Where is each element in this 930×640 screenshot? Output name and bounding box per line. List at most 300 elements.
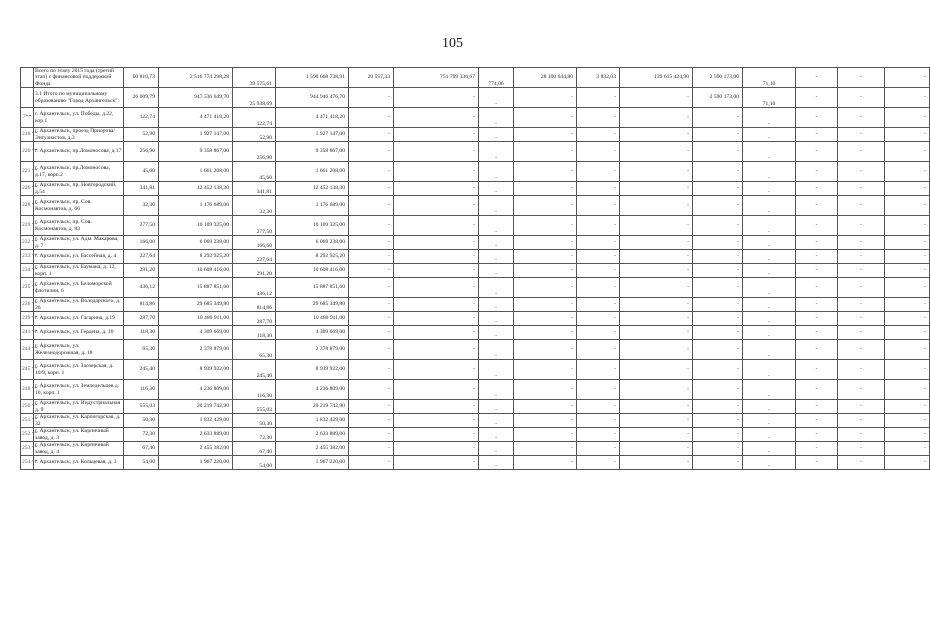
purchase-cost-cell: - [394, 326, 479, 340]
resettlement-area-cell: 39 575,61 [233, 68, 276, 88]
construction-cost-cell: 28 100 644,80 [514, 68, 577, 88]
compensation-area-cell: - [743, 298, 796, 312]
extra-cell-3: - [885, 340, 930, 360]
row-number: 226 ** [21, 182, 34, 196]
construction-cost-cell: - [514, 264, 577, 278]
developer-cost-cell: - [620, 380, 693, 400]
address-cell: г. Архангельск, ул. Баумана, д. 12, корп. 1 [34, 264, 124, 278]
construction-cost-cell: - [514, 442, 577, 456]
table-row [21, 400, 930, 414]
row-number: 232 ** [21, 236, 34, 250]
table-row [21, 196, 930, 216]
compensation-cost-cell: - [693, 128, 743, 142]
total-area-cell: 67,40 [124, 442, 159, 456]
purchase-area-cell: - [349, 128, 394, 142]
purchase-cost-cell: - [394, 400, 479, 414]
extra-cell-1: - [796, 216, 838, 236]
extra-cell-2: - [838, 264, 885, 278]
purchase-cost-cell: - [394, 162, 479, 182]
purchase-cost-cell: - [394, 414, 479, 428]
row-number: 254 ** [21, 456, 34, 470]
developer-cost-cell: - [620, 108, 693, 128]
total-area-cell: 555,03 [124, 400, 159, 414]
address-cell: г. Архангельск, ул. Гагарина, д.19 [34, 312, 124, 326]
resettlement-cost-cell: 8 292 925,20 [276, 250, 349, 264]
address-cell: г. Архангельск, ул. Володарского, д. 26 [34, 298, 124, 312]
resettlement-cost-cell: 944 946 476,70 [276, 88, 349, 108]
compensation-cost-cell: - [693, 250, 743, 264]
total-area-cell: 341,81 [124, 182, 159, 196]
purchase-cost-cell: - [394, 360, 479, 380]
total-cost-cell: 15 887 851,60 [159, 278, 233, 298]
extra-cell-3: - [885, 442, 930, 456]
total-area-cell: 166,00 [124, 236, 159, 250]
developer-cost-cell: - [620, 142, 693, 162]
purchase-cost-cell: - [394, 380, 479, 400]
row-number: 220 ** [21, 142, 34, 162]
purchase-cost-cell: - [394, 456, 479, 470]
extra-cell-1: - [796, 236, 838, 250]
resettlement-area-cell: 227,64 [233, 250, 276, 264]
construction-cost-cell: - [514, 312, 577, 326]
resettlement-area-cell: 32,30 [233, 196, 276, 216]
extra-cell-3: - [885, 312, 930, 326]
developer-cost-cell: - [620, 128, 693, 142]
resettlement-area-cell: 277,50 [233, 216, 276, 236]
total-area-cell: 26 009,79 [124, 88, 159, 108]
resettlement-area-cell: 45,60 [233, 162, 276, 182]
developer-cost-cell: - [620, 414, 693, 428]
total-cost-cell: 8 292 925,20 [159, 250, 233, 264]
purchase-area-cell: - [349, 380, 394, 400]
construction-cost-cell: - [514, 400, 577, 414]
construction-cost-cell: - [514, 380, 577, 400]
table-row [21, 250, 930, 264]
resettlement-area-cell: 814,86 [233, 298, 276, 312]
developer-area-cell: - [577, 414, 620, 428]
purchase-area-cell: - [349, 216, 394, 236]
construction-cost-cell: - [514, 414, 577, 428]
extra-cell-2: - [838, 108, 885, 128]
extra-cell-1: - [796, 340, 838, 360]
extra-cell-2: - [838, 68, 885, 88]
purchase-area-cell: - [349, 428, 394, 442]
compensation-cost-cell: - [693, 278, 743, 298]
resettlement-cost-cell: 1 661 208,00 [276, 162, 349, 182]
total-cost-cell: 20 219 742,90 [159, 400, 233, 414]
purchase-area-cell: - [349, 264, 394, 278]
extra-cell-3: - [885, 142, 930, 162]
purchase-cost-cell: - [394, 278, 479, 298]
construction-cost-cell: - [514, 278, 577, 298]
row-number: 244 ** [21, 340, 34, 360]
developer-cost-cell: - [620, 216, 693, 236]
extra-cell-3: - [885, 250, 930, 264]
address-cell: г. Архангельск, ул. Гердена, д. 10 [34, 326, 124, 340]
compensation-cost-cell: - [693, 108, 743, 128]
developer-cost-cell: - [620, 456, 693, 470]
extra-cell-2: - [838, 250, 885, 264]
developer-cost-cell: - [620, 312, 693, 326]
address-cell: г. Архангельск, ул. Индустриальная д. 9 [34, 400, 124, 414]
extra-cell-3: - [885, 456, 930, 470]
row-number: 241 ** [21, 326, 34, 340]
developer-cost-cell: - [620, 264, 693, 278]
developer-cost-cell: - [620, 250, 693, 264]
construction-area-cell: - [479, 196, 514, 216]
construction-area-cell: - [479, 108, 514, 128]
compensation-area-cell: - [743, 196, 796, 216]
purchase-area-cell: - [349, 162, 394, 182]
extra-cell-3: - [885, 88, 930, 108]
developer-cost-cell: - [620, 400, 693, 414]
address-cell: г. Архангельск, пр. Сов. Космонавтов, д. 83 [34, 216, 124, 236]
developer-cost-cell: - [620, 442, 693, 456]
construction-area-cell: - [479, 278, 514, 298]
compensation-area-cell: - [743, 456, 796, 470]
resettlement-area-cell: 555,03 [233, 400, 276, 414]
purchase-area-cell: - [349, 400, 394, 414]
table-row [21, 162, 930, 182]
compensation-cost-cell: - [693, 264, 743, 278]
developer-cost-cell: - [620, 360, 693, 380]
total-area-cell: 54,00 [124, 456, 159, 470]
developer-area-cell: - [577, 298, 620, 312]
table-row [21, 312, 930, 326]
table-row [21, 414, 930, 428]
address-cell: г. Архангельск, ул. Земледельцев д. 10, корп. 1 [34, 380, 124, 400]
table-row [21, 142, 930, 162]
compensation-cost-cell: - [693, 182, 743, 196]
purchase-area-cell: - [349, 196, 394, 216]
row-number: 252 ** [21, 428, 34, 442]
compensation-cost-cell: - [693, 216, 743, 236]
purchase-area-cell: - [349, 182, 394, 196]
purchase-cost-cell: - [394, 298, 479, 312]
table-row [21, 360, 930, 380]
page-number: 105 [442, 36, 463, 51]
address-cell: г. Архангельск, ул. Железнодорожная, д. 18 [34, 340, 124, 360]
extra-cell-3: - [885, 68, 930, 88]
extra-cell-2: - [838, 442, 885, 456]
construction-cost-cell: - [514, 236, 577, 250]
resettlement-area-cell: 256,90 [233, 142, 276, 162]
compensation-area-cell: 71,10 [743, 68, 796, 88]
total-cost-cell: 10 480 911,00 [159, 312, 233, 326]
extra-cell-3: - [885, 216, 930, 236]
address-cell: г. Архангельск, пр.Ломоносова, д.17, корп.2 [34, 162, 124, 182]
address-cell: г. Архангельск, ул. Адм. Макарова, д. 7 [34, 236, 124, 250]
row-number: 216 ** [21, 128, 34, 142]
developer-area-cell: - [577, 250, 620, 264]
resettlement-cost-cell: 10 109 325,00 [276, 216, 349, 236]
table-row [21, 108, 930, 128]
construction-area-cell: - [479, 326, 514, 340]
row-number: 251 ** [21, 414, 34, 428]
construction-area-cell: - [479, 88, 514, 108]
developer-area-cell: - [577, 128, 620, 142]
total-area-cell: 116,30 [124, 380, 159, 400]
row-number: 234 ** [21, 264, 34, 278]
developer-area-cell: - [577, 264, 620, 278]
extra-cell-1: - [796, 380, 838, 400]
extra-cell-2: - [838, 196, 885, 216]
address-cell: г. Архангельск, проезд Приорова/Энтузиастов, д.3 [34, 128, 124, 142]
resettlement-area-cell: 72,30 [233, 428, 276, 442]
extra-cell-3: - [885, 428, 930, 442]
resettlement-cost-cell: 2 378 879,00 [276, 340, 349, 360]
purchase-cost-cell: - [394, 442, 479, 456]
address-cell: 3.1 Итого по муниципальному образованию "Город Архангельск": [34, 88, 124, 108]
resettlement-area-cell: 245,40 [233, 360, 276, 380]
total-cost-cell: 10 608 416,00 [159, 264, 233, 278]
resettlement-area-cell: 65,30 [233, 340, 276, 360]
developer-area-cell: - [577, 196, 620, 216]
table-row [21, 340, 930, 360]
extra-cell-3: - [885, 298, 930, 312]
developer-area-cell: - [577, 108, 620, 128]
purchase-cost-cell: - [394, 216, 479, 236]
purchase-cost-cell: - [394, 250, 479, 264]
total-cost-cell: 1 176 689,00 [159, 196, 233, 216]
extra-cell-2: - [838, 298, 885, 312]
developer-area-cell: - [577, 380, 620, 400]
construction-area-cell: - [479, 182, 514, 196]
compensation-area-cell: - [743, 442, 796, 456]
total-cost-cell: 12 452 138,30 [159, 182, 233, 196]
resettlement-cost-cell: 29 685 349,80 [276, 298, 349, 312]
compensation-cost-cell: - [693, 414, 743, 428]
extra-cell-1: - [796, 88, 838, 108]
purchase-area-cell: - [349, 250, 394, 264]
purchase-cost-cell: 751 799 336,67 [394, 68, 479, 88]
construction-cost-cell: - [514, 360, 577, 380]
row-number [21, 68, 34, 88]
address-cell: г. Архангельск, ул. Победы, д.22, кор.1 [34, 108, 124, 128]
table-row [21, 278, 930, 298]
construction-cost-cell: - [514, 298, 577, 312]
extra-cell-2: - [838, 360, 885, 380]
purchase-area-cell: - [349, 456, 394, 470]
extra-cell-2: - [838, 216, 885, 236]
resettlement-area-cell: 67,40 [233, 442, 276, 456]
purchase-cost-cell: - [394, 312, 479, 326]
construction-cost-cell: - [514, 108, 577, 128]
total-cost-cell: 2 455 382,00 [159, 442, 233, 456]
compensation-cost-cell: 2 590 173,00 [693, 88, 743, 108]
row-number: 229 ** [21, 216, 34, 236]
extra-cell-3: - [885, 360, 930, 380]
construction-area-cell: - [479, 250, 514, 264]
developer-area-cell: - [577, 456, 620, 470]
compensation-cost-cell: - [693, 380, 743, 400]
extra-cell-1: - [796, 196, 838, 216]
resettlement-cost-cell: 1 927 147,00 [276, 128, 349, 142]
developer-area-cell: - [577, 88, 620, 108]
total-cost-cell: 1 661 208,00 [159, 162, 233, 182]
compensation-area-cell: - [743, 236, 796, 250]
address-cell: г. Архангельск, ул. Кирпичный завод, д. 3 [34, 428, 124, 442]
total-area-cell: 814,86 [124, 298, 159, 312]
housing-program-table [20, 67, 930, 470]
resettlement-cost-cell: 4 236 809,00 [276, 380, 349, 400]
developer-cost-cell: - [620, 162, 693, 182]
total-area-cell: 50,30 [124, 414, 159, 428]
resettlement-area-cell: 52,90 [233, 128, 276, 142]
address-cell: г. Архангельск, ул. Карпогорская, д. 32 [34, 414, 124, 428]
total-area-cell: 227,64 [124, 250, 159, 264]
compensation-cost-cell: - [693, 400, 743, 414]
developer-cost-cell: - [620, 298, 693, 312]
resettlement-cost-cell: 10 480 911,00 [276, 312, 349, 326]
extra-cell-1: - [796, 108, 838, 128]
table-row [21, 326, 930, 340]
resettlement-cost-cell: 12 452 138,30 [276, 182, 349, 196]
total-cost-cell: 10 109 325,00 [159, 216, 233, 236]
extra-cell-2: - [838, 142, 885, 162]
developer-area-cell: - [577, 216, 620, 236]
total-cost-cell: 6 069 238,00 [159, 236, 233, 250]
extra-cell-2: - [838, 428, 885, 442]
compensation-area-cell: - [743, 380, 796, 400]
developer-area-cell: - [577, 400, 620, 414]
extra-cell-1: - [796, 162, 838, 182]
total-area-cell: 256,90 [124, 142, 159, 162]
resettlement-cost-cell: 6 069 238,00 [276, 236, 349, 250]
construction-cost-cell: - [514, 428, 577, 442]
purchase-cost-cell: - [394, 142, 479, 162]
resettlement-cost-cell: 4 309 669,00 [276, 326, 349, 340]
resettlement-cost-cell: 1 832 429,00 [276, 414, 349, 428]
resettlement-cost-cell: 1 590 668 738,91 [276, 68, 349, 88]
extra-cell-2: - [838, 380, 885, 400]
compensation-cost-cell: - [693, 196, 743, 216]
total-cost-cell: 4 309 669,00 [159, 326, 233, 340]
total-cost-cell: 1 967 220,00 [159, 456, 233, 470]
compensation-area-cell: - [743, 250, 796, 264]
total-area-cell: 52,90 [124, 128, 159, 142]
developer-area-cell: - [577, 312, 620, 326]
total-area-cell: 277,50 [124, 216, 159, 236]
purchase-area-cell: 20 557,33 [349, 68, 394, 88]
developer-area-cell: 3 832,03 [577, 68, 620, 88]
extra-cell-3: - [885, 380, 930, 400]
row-number: 250 ** [21, 400, 34, 414]
extra-cell-1: - [796, 360, 838, 380]
extra-cell-1: - [796, 312, 838, 326]
extra-cell-1: - [796, 128, 838, 142]
resettlement-area-cell: 116,30 [233, 380, 276, 400]
extra-cell-1: - [796, 456, 838, 470]
developer-cost-cell: - [620, 278, 693, 298]
resettlement-area-cell: 166,60 [233, 236, 276, 250]
extra-cell-3: - [885, 326, 930, 340]
compensation-cost-cell: - [693, 326, 743, 340]
construction-area-cell: - [479, 360, 514, 380]
total-area-cell: 245,40 [124, 360, 159, 380]
row-number [21, 88, 34, 108]
compensation-cost-cell: - [693, 456, 743, 470]
construction-area-cell: - [479, 162, 514, 182]
extra-cell-2: - [838, 88, 885, 108]
resettlement-area-cell: 122,74 [233, 108, 276, 128]
resettlement-cost-cell: 9 358 867,00 [276, 142, 349, 162]
compensation-area-cell: - [743, 162, 796, 182]
developer-cost-cell: - [620, 236, 693, 250]
resettlement-cost-cell: 8 939 922,00 [276, 360, 349, 380]
total-cost-cell: 29 685 349,80 [159, 298, 233, 312]
construction-area-cell: - [479, 380, 514, 400]
row-number: 233 ** [21, 250, 34, 264]
address-cell: г. Архангельск, ул. Заозерская, д. 10/9, корп. 1 [34, 360, 124, 380]
developer-area-cell: - [577, 236, 620, 250]
developer-cost-cell: - [620, 340, 693, 360]
row-number: 235 ** [21, 278, 34, 298]
extra-cell-1: - [796, 278, 838, 298]
total-area-cell: 60 810,73 [124, 68, 159, 88]
extra-cell-3: - [885, 264, 930, 278]
compensation-area-cell: - [743, 142, 796, 162]
construction-area-cell: 774,06 [479, 68, 514, 88]
resettlement-area-cell: 291,20 [233, 264, 276, 278]
construction-cost-cell: - [514, 128, 577, 142]
extra-cell-3: - [885, 108, 930, 128]
construction-cost-cell: - [514, 196, 577, 216]
compensation-area-cell: - [743, 400, 796, 414]
total-area-cell: 45,60 [124, 162, 159, 182]
purchase-area-cell: - [349, 340, 394, 360]
compensation-area-cell: - [743, 360, 796, 380]
purchase-area-cell: - [349, 414, 394, 428]
developer-area-cell: - [577, 442, 620, 456]
construction-cost-cell: - [514, 456, 577, 470]
total-cost-cell: 4 236 809,00 [159, 380, 233, 400]
resettlement-cost-cell: 2 633 889,00 [276, 428, 349, 442]
total-area-cell: 118,30 [124, 326, 159, 340]
construction-cost-cell: - [514, 250, 577, 264]
row-number: 221 ** [21, 162, 34, 182]
row-number: 7** [21, 108, 34, 128]
extra-cell-3: - [885, 182, 930, 196]
purchase-cost-cell: - [394, 236, 479, 250]
address-cell: г. Архангельск, пр. Новгородский, д.54 [34, 182, 124, 196]
construction-cost-cell: - [514, 88, 577, 108]
address-cell: г. Архангельск, ул. Кольцевая, д. 3 [34, 456, 124, 470]
compensation-area-cell: - [743, 414, 796, 428]
resettlement-area-cell: 341,81 [233, 182, 276, 196]
compensation-cost-cell: - [693, 236, 743, 250]
table-row [21, 442, 930, 456]
purchase-area-cell: - [349, 312, 394, 326]
compensation-area-cell: - [743, 108, 796, 128]
total-cost-cell: 8 939 922,00 [159, 360, 233, 380]
construction-area-cell: - [479, 456, 514, 470]
total-area-cell: 122,74 [124, 108, 159, 128]
construction-cost-cell: - [514, 340, 577, 360]
table-row [21, 380, 930, 400]
construction-cost-cell: - [514, 182, 577, 196]
total-cost-cell: 2 633 889,00 [159, 428, 233, 442]
total-cost-cell: 2 378 879,00 [159, 340, 233, 360]
extra-cell-3: - [885, 414, 930, 428]
table-row [21, 68, 930, 88]
construction-area-cell: - [479, 128, 514, 142]
purchase-cost-cell: - [394, 196, 479, 216]
construction-area-cell: - [479, 298, 514, 312]
total-area-cell: 291,20 [124, 264, 159, 278]
purchase-area-cell: - [349, 108, 394, 128]
compensation-area-cell: - [743, 340, 796, 360]
